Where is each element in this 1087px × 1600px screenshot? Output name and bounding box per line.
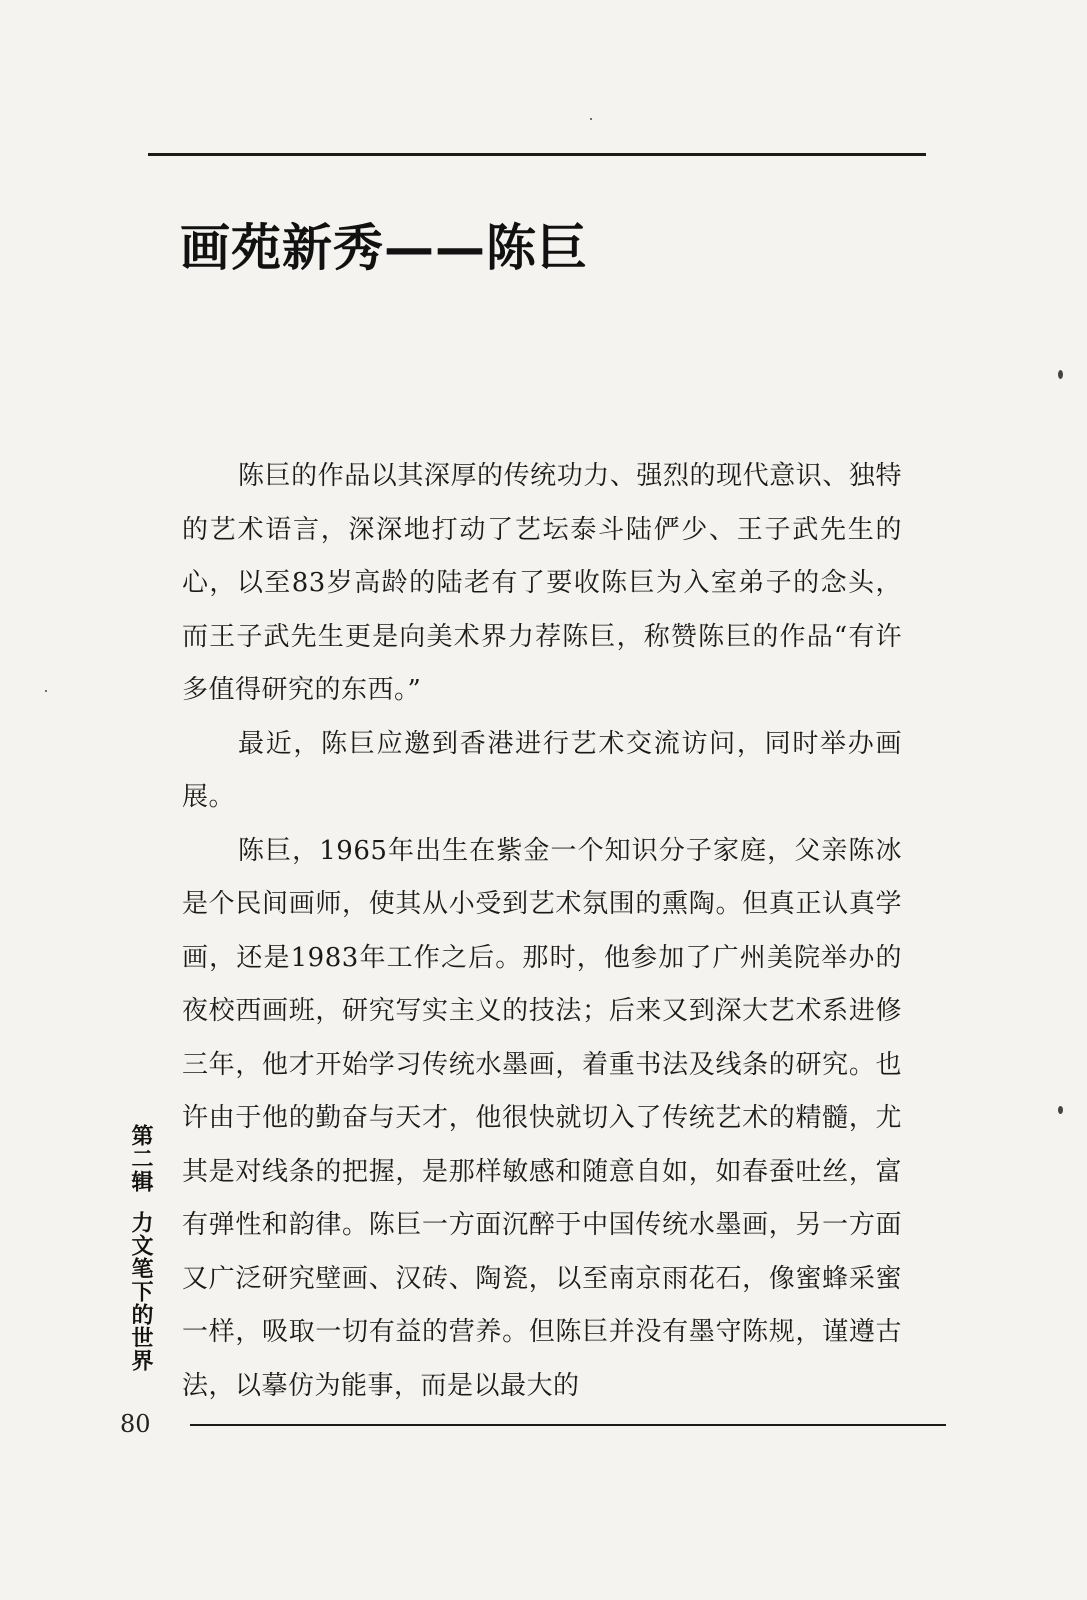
scan-speck xyxy=(1058,1106,1063,1114)
paragraph: 陈巨的作品以其深厚的传统功力、强烈的现代意识、独特的艺术语言，深深地打动了艺坛泰斗陆俨少、王子武先生的心，以至83岁高龄的陆老有了要收陈巨为入室弟子的念头，而王子武先生更是向美术界力荐陈巨，称赞陈巨的作品“有许多值得研究的东西。” xyxy=(182,461,902,705)
scan-speck xyxy=(1058,370,1063,379)
bottom-rule xyxy=(190,1424,946,1426)
section-label: 第二辑 xyxy=(128,1124,153,1193)
top-rule xyxy=(148,153,926,156)
body-text xyxy=(182,450,902,1413)
page-number: 80 xyxy=(120,1410,151,1438)
page-title: 画苑新秀——陈巨 xyxy=(180,219,588,277)
scan-speck xyxy=(590,118,592,120)
scan-speck xyxy=(45,690,47,692)
paragraph: 最近，陈巨应邀到香港进行艺术交流访问，同时举办画展。 xyxy=(182,728,902,812)
running-header xyxy=(126,1124,154,1372)
book-title-label: 力文笔下的世界 xyxy=(128,1211,153,1372)
paragraph: 陈巨，1965年出生在紫金一个知识分子家庭，父亲陈冰是个民间画师，使其从小受到艺术氛围的熏陶。但真正认真学画，还是1983年工作之后。那时，他参加了广州美院举办的夜校西画班，研究写实主义的技法；后来又到深大艺术系进修三年，他才开始学习传统水墨画，着重书法及线条的研究。也许由于他的勤奋与天才，他很快就切入了传统艺术的精髓，尤其是对线条的把握，是那样敏感和随意自如，如春蚕吐丝，富有弹性和韵律。陈巨一方面沉醉于中国传统水墨画，另一方面又广泛研究壁画、汉砖、陶瓷，以至南京雨花石，像蜜蜂采蜜一样，吸取一切有益的营养。但陈巨并没有墨守陈规，谨遵古法，以摹仿为能事，而是以最大的 xyxy=(182,835,902,1401)
